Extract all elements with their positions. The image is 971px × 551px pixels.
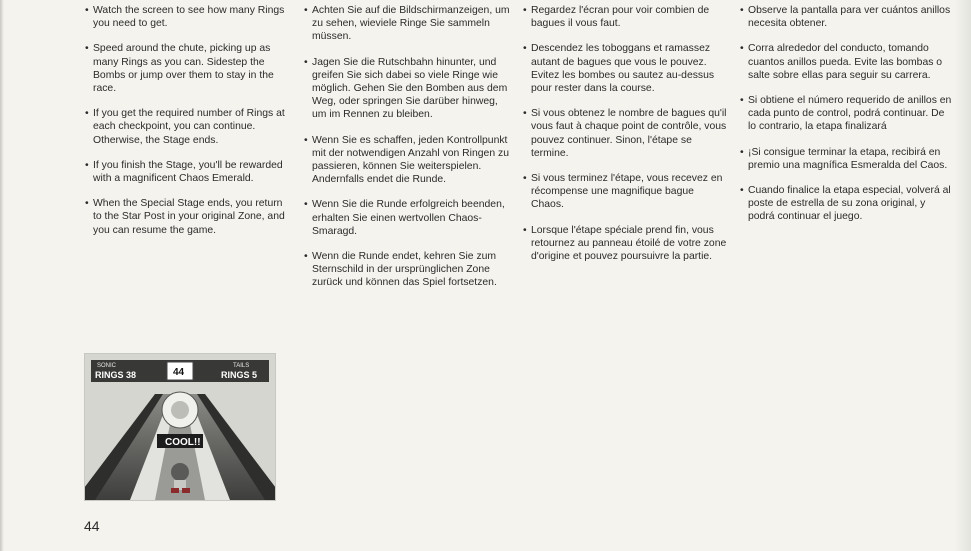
list-item: • Achten Sie auf die Bildschirmanzeigen, um zu sehen, wieviele Ringe Sie sammeln müssen. <box>304 5 510 43</box>
list-item: • Lorsque l'étape spéciale prend fin, vous retournez au panneau étoilé de votre zone d'origine et pouvez poursuivre la partie. <box>523 224 727 263</box>
page-number: 44 <box>84 518 100 534</box>
item-text: When the Special Stage ends, you return to the Star Post in your original Zone, and you can resume the game. <box>93 198 285 236</box>
item-text: Achten Sie auf die Bildschirmanzeigen, um zu sehen, wieviele Ringe Sie sammeln müssen. <box>312 5 510 43</box>
item-text: Wenn Sie die Runde erfolgreich beenden, erhalten Sie einen wertvollen Chaos-Smaragd. <box>312 199 505 237</box>
column-spanish <box>740 4 952 236</box>
tails-label: TAILS <box>233 363 250 369</box>
list-item: • ¡Si consigue terminar la etapa, recibirá en premio una magnífica Esmeralda del Caos. <box>740 146 948 171</box>
list-item: • If you finish the Stage, you'll be rewarded with a magnificent Chaos Emerald. <box>85 159 283 185</box>
list-item: • Si vous obtenez le nombre de bagues qu'il vous faut à chaque point de contrôle, vous pouvez continuer. Sinon, l'étape se termine. <box>523 108 727 159</box>
column-french <box>523 4 728 275</box>
list-item: • Speed around the chute, picking up as many Rings as you can. Sidestep the Bombs or jump over them to stay in the race. <box>85 43 274 95</box>
column-english <box>85 4 288 249</box>
list-item: • Descendez les toboggans et ramassez autant de bagues que vous le pouvez. Evitez les bombes ou sautez au-dessus pour rester dans la course. <box>523 43 715 95</box>
list-item: • Regardez l'écran pour voir combien de bagues il vous faut. <box>523 5 710 30</box>
item-text: Watch the screen to see how many Rings you need to get. <box>93 5 285 30</box>
list-item: • Si vous terminez l'étape, vous recevez en récompense une magnifique bague Chaos. <box>523 173 723 211</box>
list-item: • Wenn Sie es schaffen, jeden Kontrollpunkt mit der notwendigen Anzahl von Ringen zu passieren, können Sie weiterspielen. Andernfalls endet die Runde. <box>304 134 509 186</box>
item-text: If you get the required number of Rings at each checkpoint, you can continue. Otherwise, the Stage ends. <box>93 108 285 146</box>
item-text: Si vous terminez l'étape, vous recevez en récompense une magnifique bague Chaos. <box>531 173 723 211</box>
list-item: • If you get the required number of Rings at each checkpoint, you can continue. Otherwise, the Stage ends. <box>85 108 285 146</box>
item-text: ¡Si consigue terminar la etapa, recibirá en premio una magnífica Esmeralda del Caos. <box>748 146 948 171</box>
special-stage-screenshot <box>84 353 276 501</box>
item-text: Cuando finalice la etapa especial, volverá al poste de estrella de su zona original, y podrá continuar el juego. <box>748 185 951 223</box>
item-text: Regardez l'écran pour voir combien de bagues il vous faut. <box>531 5 710 30</box>
list-item: • Wenn Sie die Runde erfolgreich beenden, erhalten Sie einen wertvollen Chaos-Smaragd. <box>304 199 505 237</box>
hud-bar <box>91 360 269 382</box>
item-text: Descendez les toboggans et ramassez autant de bagues que vous le pouvez. Evitez les bombes ou sautez au-dessus pour rester dans la course. <box>531 43 715 95</box>
rings-right-counter: RINGS 5 <box>221 370 258 380</box>
list-item: • Wenn die Runde endet, kehren Sie zum Sternschild in der ursprünglichen Zone zurück und können das Spiel fortsetzen. <box>304 251 497 289</box>
item-text: Observe la pantalla para ver cuántos anillos necesita obtener. <box>748 5 951 30</box>
sonic-label: SONIC <box>97 363 117 369</box>
item-text: Wenn die Runde endet, kehren Sie zum Sternschild in der ursprünglichen Zone zurück und können das Spiel fortsetzen. <box>312 251 497 289</box>
cool-text: COOL!! <box>165 437 201 448</box>
list-item: • Si obtiene el número requerido de anillos en cada punto de control, podrá continuar. De lo contrario, la etapa finalizará <box>740 95 952 133</box>
list-item: • Jagen Sie die Rutschbahn hinunter, und greifen Sie sich dabei so viele Ringe wie möglich. Gehen Sie den Bomben aus dem Weg, oder springen Sie darüber hinweg, um im Rennen zu bleiben. <box>304 56 508 121</box>
item-text: Si obtiene el número requerido de anillos en cada punto de control, podrá continuar. De lo contrario, la etapa finalizará <box>748 95 952 133</box>
game-scene <box>85 354 275 500</box>
item-text: Wenn Sie es schaffen, jeden Kontrollpunkt mit der notwendigen Anzahl von Ringen zu passieren, können Sie weiterspielen. Andernfalls endet die Runde. <box>312 134 509 186</box>
page-fold-left <box>0 0 4 551</box>
center-ring-count: 44 <box>173 367 185 378</box>
page-fold-right <box>955 0 971 551</box>
list-item: • Watch the screen to see how many Rings you need to get. <box>85 5 285 30</box>
rings-left-counter: RINGS 38 <box>95 370 137 380</box>
item-text: Jagen Sie die Rutschbahn hinunter, und greifen Sie sich dabei so viele Ringe wie möglich. Gehen Sie den Bomben aus dem Weg, oder springen Sie darüber hinweg, um im Rennen zu bleiben. <box>312 56 508 121</box>
item-text: Speed around the chute, picking up as many Rings as you can. Sidestep the Bombs or jump over them to stay in the race. <box>93 43 274 95</box>
item-text: Corra alrededor del conducto, tomando cuantos anillos pueda. Evite las bombas o salte sobre ellas para seguir su carrera. <box>748 43 943 81</box>
list-item: • Corra alrededor del conducto, tomando cuantos anillos pueda. Evite las bombas o salte sobre ellas para seguir su carrera. <box>740 43 943 81</box>
item-text: If you finish the Stage, you'll be rewarded with a magnificent Chaos Emerald. <box>93 159 283 185</box>
list-item: • When the Special Stage ends, you return to the Star Post in your original Zone, and you can resume the game. <box>85 198 285 236</box>
list-item: • Cuando finalice la etapa especial, volverá al poste de estrella de su zona original, y podrá continuar el juego. <box>740 185 951 223</box>
list-item: • Observe la pantalla para ver cuántos anillos necesita obtener. <box>740 5 951 30</box>
column-german <box>304 4 514 302</box>
item-text: Si vous obtenez le nombre de bagues qu'il vous faut à chaque point de contrôle, vous pouvez continuer. Sinon, l'étape se termine. <box>531 108 727 159</box>
item-text: Lorsque l'étape spéciale prend fin, vous retournez au panneau étoilé de votre zone d'origine et pouvez poursuivre la partie. <box>531 224 727 263</box>
